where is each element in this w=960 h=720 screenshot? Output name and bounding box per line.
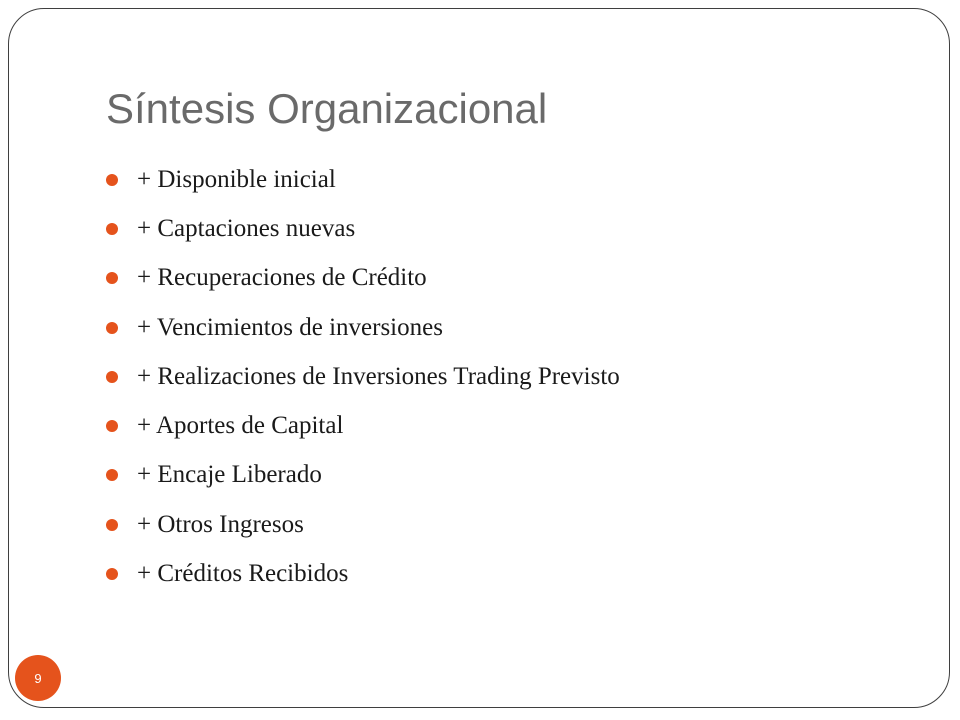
bullet-list: [106, 155, 620, 599]
page-number: 9: [34, 670, 42, 686]
bullet-dot-icon: [106, 568, 118, 580]
bullet-text: + Vencimientos de inversiones: [137, 313, 443, 341]
bullet-dot-icon: [106, 519, 118, 531]
list-item: [106, 500, 620, 549]
page-number-badge: [15, 655, 61, 701]
list-item: [106, 451, 620, 500]
bullet-text: + Créditos Recibidos: [137, 560, 349, 588]
list-item: [106, 303, 620, 352]
bullet-text: + Aportes de Capital: [137, 412, 344, 440]
bullet-text: + Encaje Liberado: [137, 461, 322, 489]
list-item: [106, 352, 620, 401]
list-item: [106, 549, 620, 598]
list-item: [106, 401, 620, 450]
bullet-dot-icon: [106, 272, 118, 284]
bullet-text: + Realizaciones de Inversiones Trading Previsto: [137, 362, 620, 390]
bullet-text: + Disponible inicial: [137, 165, 336, 193]
bullet-text: + Captaciones nuevas: [137, 214, 356, 242]
bullet-dot-icon: [106, 469, 118, 481]
slide-title: Síntesis Organizacional: [106, 85, 548, 132]
bullet-text: + Recuperaciones de Crédito: [137, 264, 427, 292]
bullet-dot-icon: [106, 420, 118, 432]
bullet-dot-icon: [106, 223, 118, 235]
list-item: [106, 254, 620, 303]
bullet-text: + Otros Ingresos: [137, 510, 304, 538]
bullet-dot-icon: [106, 371, 118, 383]
list-item: [106, 204, 620, 253]
bullet-dot-icon: [106, 174, 118, 186]
list-item: [106, 155, 620, 204]
bullet-dot-icon: [106, 322, 118, 334]
